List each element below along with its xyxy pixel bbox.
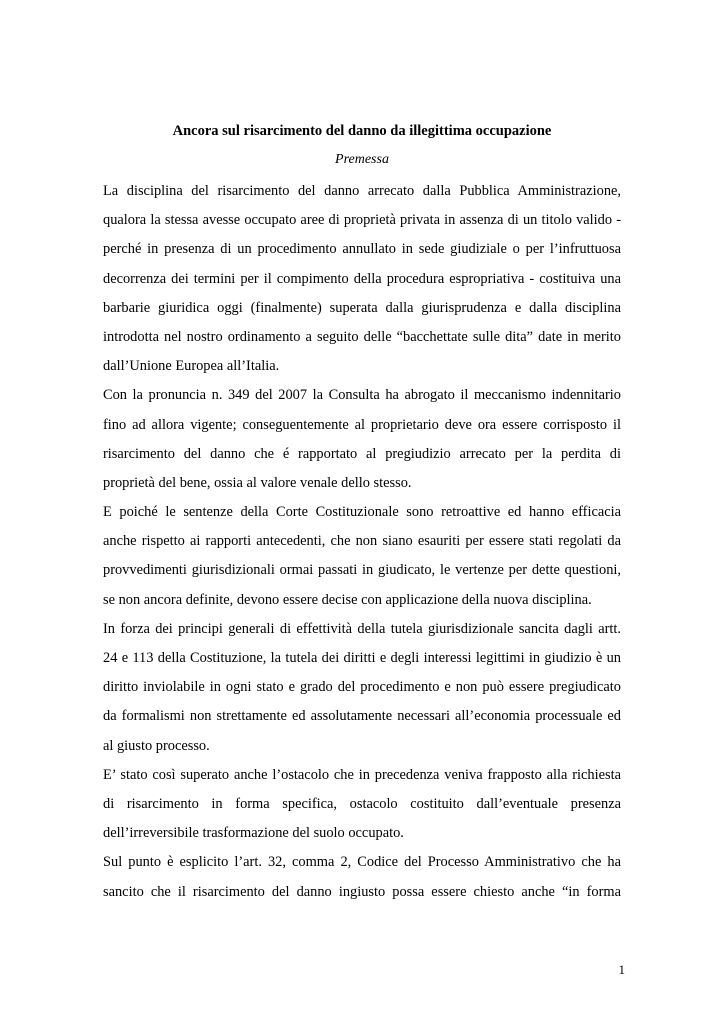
text-line: E’ stato così superato anche l’ostacolo che in precedenza veniva frapposto alla richiesta	[103, 766, 621, 783]
text-line: Con la pronuncia n. 349 del 2007 la Consulta ha abrogato il meccanismo indennitario	[103, 387, 621, 404]
text-line: Sul punto è esplicito l’art. 32, comma 2, Codice del Processo Amministrativo che ha	[103, 854, 621, 871]
text-line: se non ancora definite, devono essere decise con applicazione della nuova disciplina.	[103, 591, 592, 608]
text-line: qualora la stessa avesse occupato aree di proprietà privata in assenza di un titolo valido -	[103, 212, 621, 229]
text-line: In forza dei principi generali di effettività della tutela giurisdizionale sancita dagli artt.	[103, 620, 621, 637]
text-line: introdotta nel nostro ordinamento a seguito delle “bacchettate sulle dita” date in merito	[103, 328, 621, 345]
body-text	[103, 177, 621, 907]
section-heading: Premessa	[335, 152, 389, 167]
text-line: fino ad allora vigente; conseguentemente al proprietario deve ora essere corrisposto il	[103, 416, 621, 433]
text-line: provvedimenti giurisdizionali ormai passati in giudicato, le vertenze per dette questioni,	[103, 562, 621, 579]
text-line: di risarcimento in forma specifica, ostacolo costituito dall’eventuale presenza	[103, 795, 621, 812]
text-line: dall’Unione Europea all’Italia.	[103, 358, 280, 375]
text-line: barbarie giuridica oggi (finalmente) superata dalla giurisprudenza e dalla disciplina	[103, 299, 621, 316]
text-line: al giusto processo.	[103, 737, 210, 754]
text-line: risarcimento del danno che é rapportato al pregiudizio arrecato per la perdita di	[103, 445, 621, 462]
document-title: Ancora sul risarcimento del danno da illegittima occupazione	[172, 123, 552, 139]
text-line: La disciplina del risarcimento del danno arrecato dalla Pubblica Amministrazione,	[103, 183, 621, 199]
page-number: 1	[618, 962, 625, 977]
text-line: E poiché le sentenze della Corte Costituzionale sono retroattive ed hanno efficacia	[103, 504, 621, 521]
text-line: perché in presenza di un procedimento annullato in sede giudiziale o per l’infruttuosa	[103, 241, 621, 258]
text-line: diritto inviolabile in ogni stato e grado del procedimento e non può essere pregiudicato	[103, 679, 621, 696]
text-line: sancito che il risarcimento del danno ingiusto possa essere chiesto anche “in forma	[103, 883, 621, 900]
text-line: dell’irreversibile trasformazione del suolo occupato.	[103, 825, 404, 842]
text-line: decorrenza dei termini per il compimento della procedura espropriativa - costituiva una	[103, 270, 621, 287]
text-line: proprietà del bene, ossia al valore venale dello stesso.	[103, 474, 412, 491]
text-line: anche rispetto ai rapporti antecedenti, che non siano esauriti per essere stati regolati da	[103, 533, 621, 550]
text-line: da formalismi non strettamente ed assolutamente necessari all’economia processuale ed	[103, 708, 621, 725]
text-line: 24 e 113 della Costituzione, la tutela dei diritti e degli interessi legittimi in giudizio è un	[103, 650, 621, 666]
